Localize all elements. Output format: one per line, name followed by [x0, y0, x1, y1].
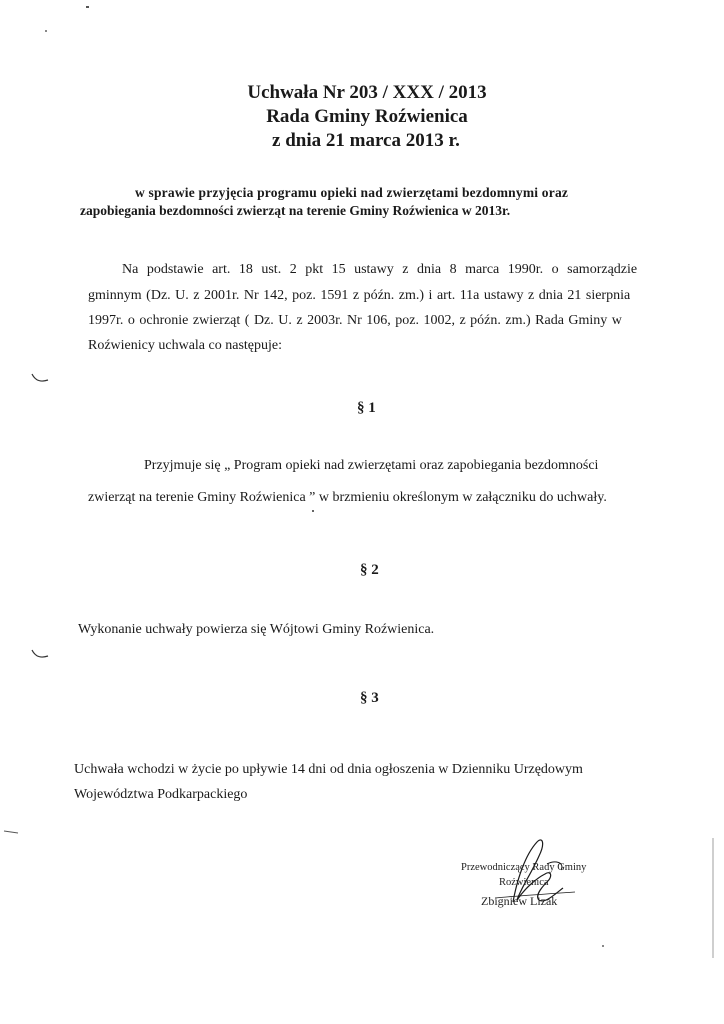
signature-name: Zbigniew Lizak	[481, 894, 558, 908]
resolution-date: z dnia 21 marca 2013 r.	[272, 130, 460, 151]
preamble-line-2: gminnym (Dz. U. z 2001r. Nr 142, poz. 1591 z późn. zm.) i art. 11a ustawy z dnia 21 sierpnia	[88, 288, 631, 303]
scan-mark	[30, 648, 50, 660]
scan-speck	[86, 6, 89, 8]
section-3-line-1: Uchwała wchodzi w życie po upływie 14 dni od dnia ogłoszenia w Dzienniku Urzędowym	[74, 762, 583, 777]
scan-edge-line	[712, 838, 714, 958]
council-name: Rada Gminy Roźwienica	[266, 106, 468, 127]
resolution-number: Uchwała Nr 203 / XXX / 2013	[247, 82, 487, 103]
preamble-line-3: 1997r. o ochronie zwierząt ( Dz. U. z 2003r. Nr 106, poz. 1002, z późn. zm.) Rada Gminy w	[88, 313, 622, 328]
signature-municipality: Roźwienica	[499, 877, 549, 888]
signature-title: Przewodniczący Rady Gminy	[461, 862, 587, 873]
section-1-line-1: Przyjmuje się „ Program opieki nad zwierzętami oraz zapobiegania bezdomności	[144, 458, 599, 473]
preamble-line-4: Roźwienicy uchwala co następuje:	[88, 338, 282, 353]
section-2-heading: § 2	[360, 562, 379, 578]
signature-block	[455, 830, 625, 920]
section-1-heading: § 1	[357, 400, 376, 416]
scan-mark	[2, 828, 22, 836]
section-2-line-1: Wykonanie uchwały powierza się Wójtowi Gminy Roźwienica.	[78, 622, 435, 637]
scan-speck	[312, 510, 314, 512]
subject-line-2: zapobiegania bezdomności zwierząt na terenie Gminy Roźwienica w 2013r.	[80, 203, 511, 218]
section-3-heading: § 3	[360, 690, 379, 706]
section-1-line-2: zwierząt na terenie Gminy Roźwienica ” w brzmieniu określonym w załączniku do uchwały.	[88, 490, 607, 505]
scan-speck	[602, 945, 604, 947]
scan-mark	[30, 372, 50, 384]
preamble-line-1: Na podstawie art. 18 ust. 2 pkt 15 ustawy z dnia 8 marca 1990r. o samorządzie	[122, 262, 638, 277]
subject-line-1: w sprawie przyjęcia programu opieki nad zwierzętami bezdomnymi oraz	[135, 185, 569, 200]
section-3-line-2: Województwa Podkarpackiego	[74, 787, 248, 802]
scan-speck	[45, 30, 47, 32]
